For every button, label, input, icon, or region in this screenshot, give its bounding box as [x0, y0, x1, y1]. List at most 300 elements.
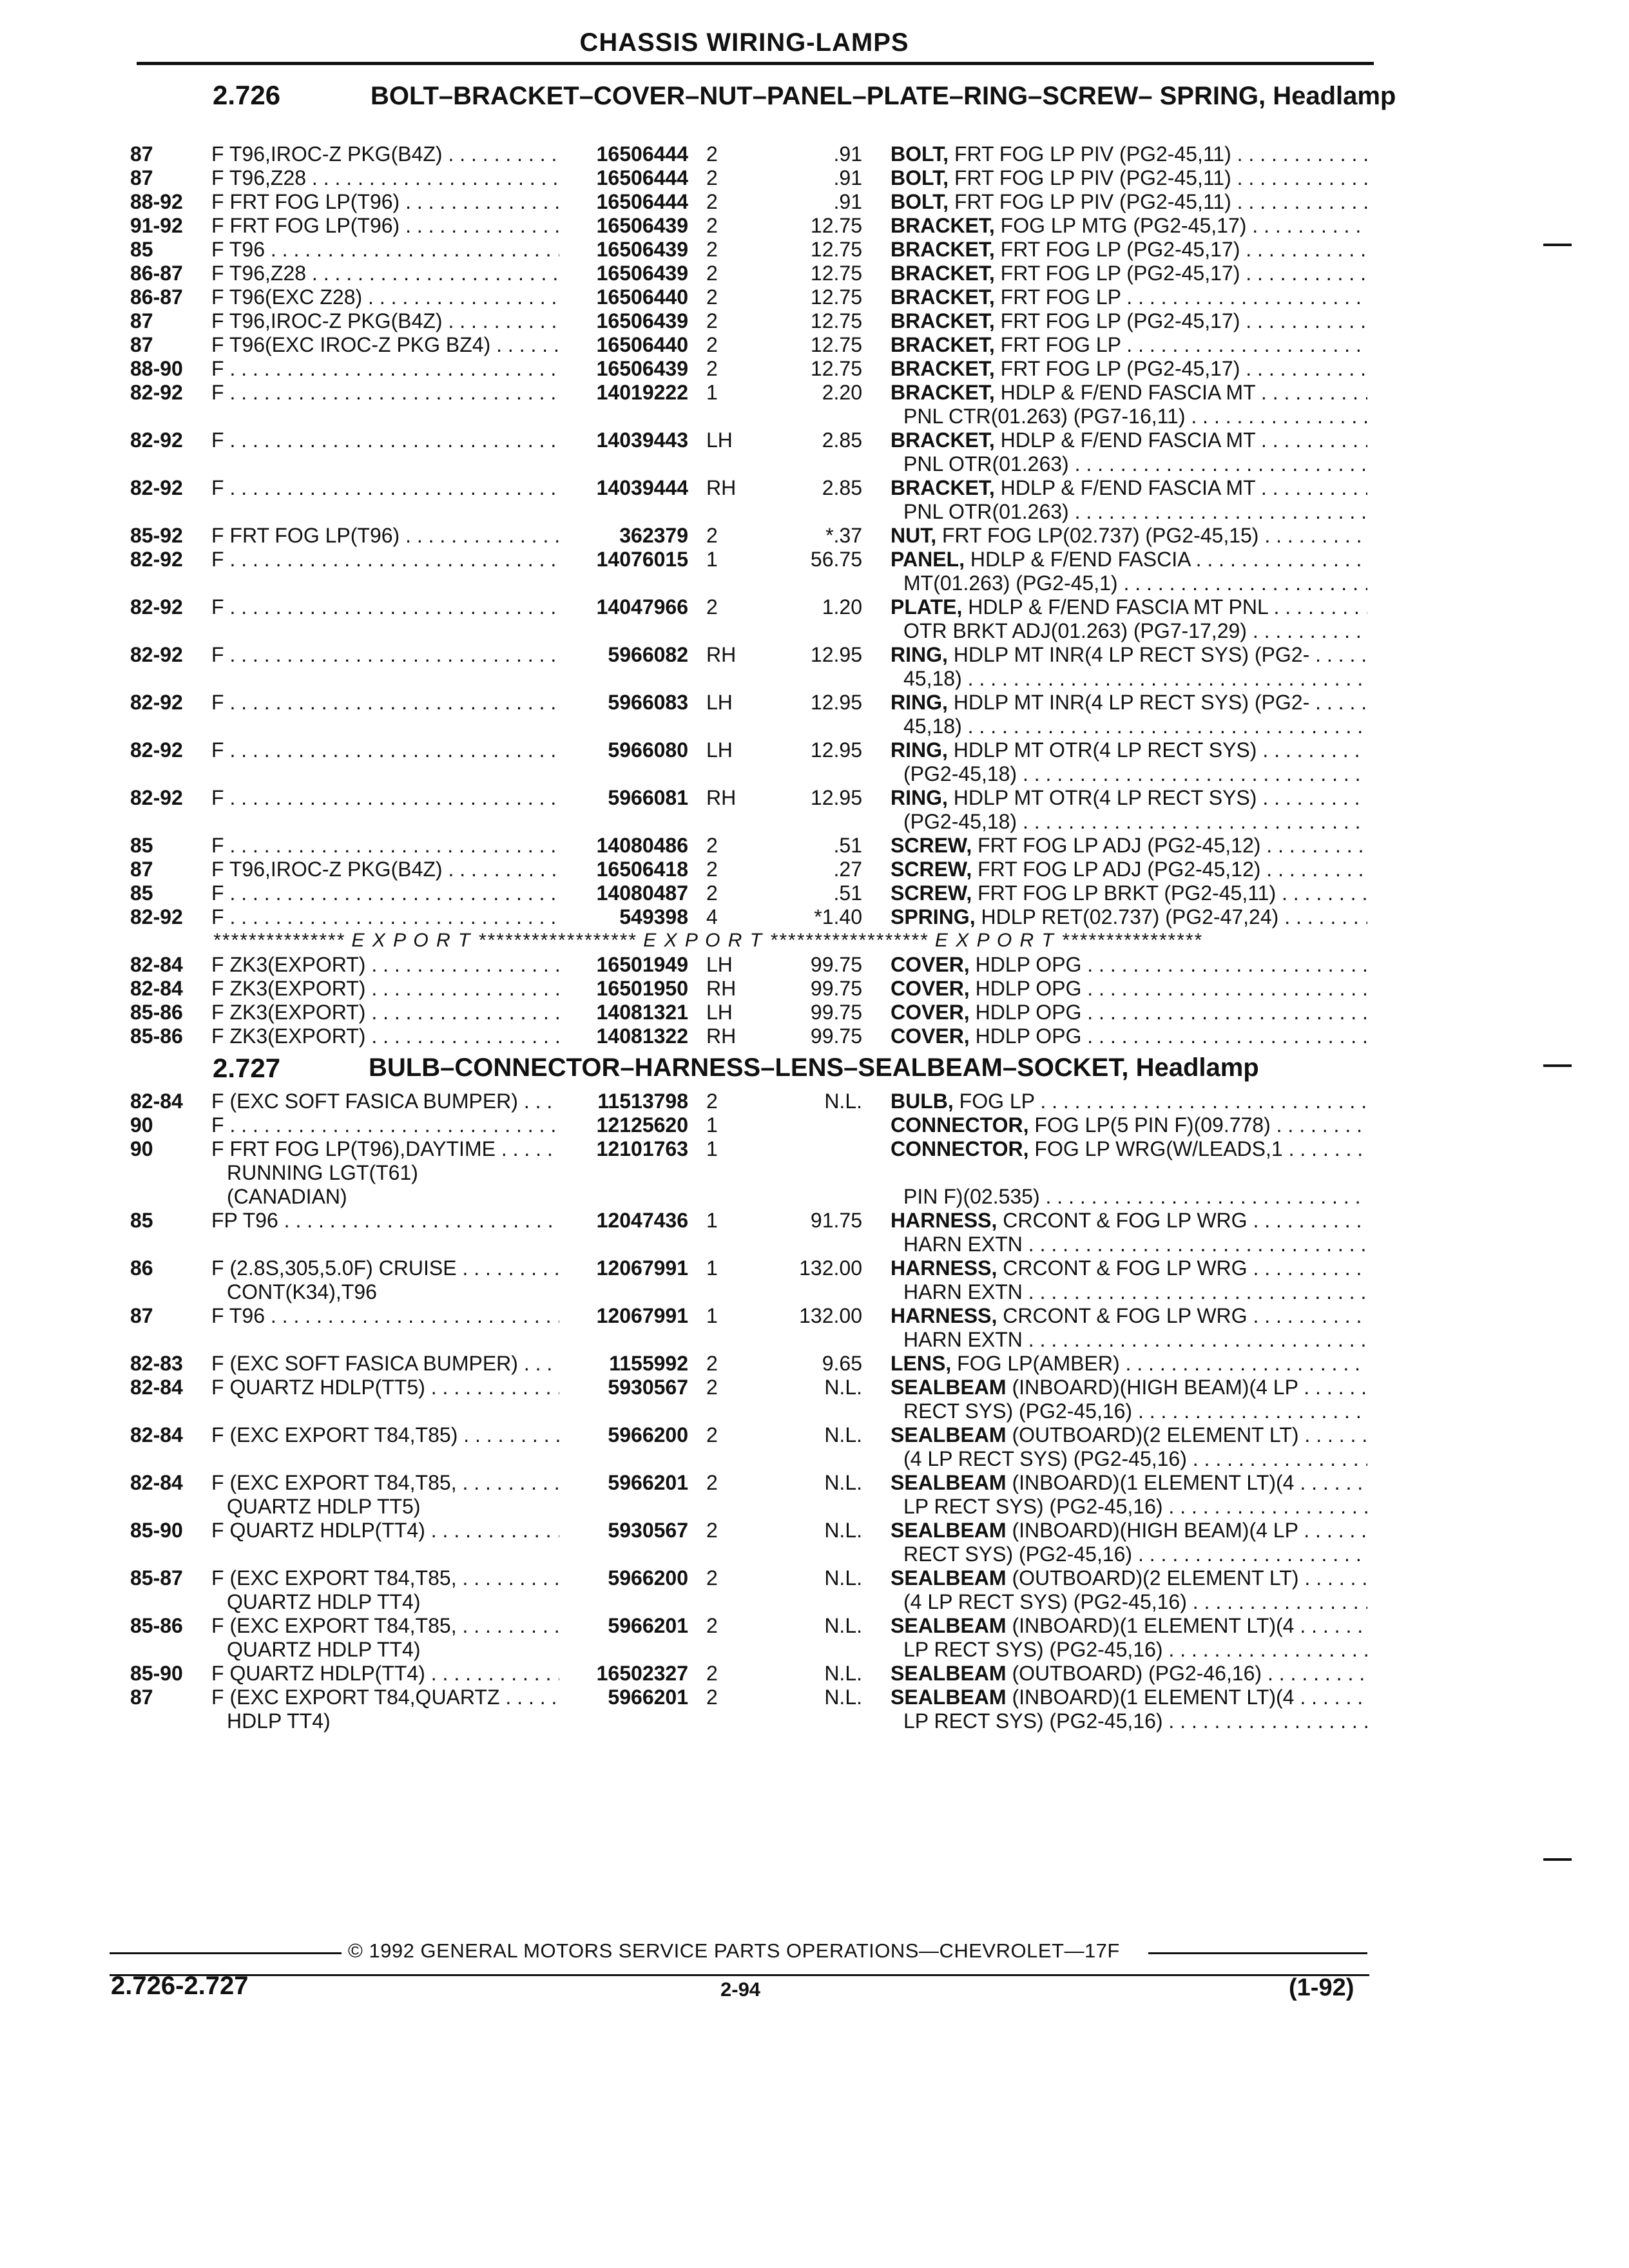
- part-name: [891, 1137, 1367, 1161]
- part-name-continued: [0, 762, 1629, 786]
- part-name-line: 45,18) . . .: [903, 666, 1367, 691]
- price: .91: [833, 190, 862, 213]
- part-name-detail: HDLP MT INR(4 LP RECT SYS) (PG2-: [947, 643, 1310, 666]
- part-name-continued: [0, 1446, 1629, 1471]
- part-name-detail: FRT FOG LP PIV (PG2-45,11): [949, 142, 1231, 166]
- copyright-line: © 1992 GENERAL MOTORS SERVICE PARTS OPERATIONS—CHEVROLET—17F: [348, 1939, 1120, 1962]
- part-name-keyword: BRACKET,: [891, 285, 995, 309]
- part-name-keyword: BRACKET,: [891, 357, 995, 380]
- model-years: 85-86: [130, 1024, 183, 1048]
- part-name: [891, 1518, 1367, 1542]
- catalog-row: [0, 285, 1629, 309]
- part-name-detail: FRT FOG LP BRKT (PG2-45,11): [972, 881, 1277, 905]
- price: 56.75: [810, 548, 862, 571]
- model-years: 82-84: [130, 1376, 183, 1399]
- quantity: 2: [706, 1352, 718, 1375]
- model-years: 82-84: [130, 1423, 183, 1446]
- model-years: 85-86: [130, 1001, 183, 1024]
- part-name-keyword: COVER,: [891, 953, 970, 976]
- part-name-continued: [0, 714, 1629, 738]
- part-name-detail: HDLP OPG: [969, 953, 1082, 976]
- usage-description: F (EXC EXPORT T84,T85) . . .: [211, 1423, 559, 1447]
- part-name-keyword: SEALBEAM: [891, 1376, 1007, 1399]
- quantity: 2: [706, 285, 718, 309]
- usage-description: F (EXC SOFT FASICA BUMPER) . . .: [211, 1351, 559, 1376]
- catalog-row: [0, 1470, 1629, 1495]
- price: N.L.: [824, 1614, 862, 1637]
- quantity: 2: [706, 524, 718, 547]
- part-name-line: PNL OTR(01.263) . . .: [903, 452, 1367, 476]
- part-name-keyword: SEALBEAM: [891, 1566, 1007, 1590]
- catalog-row: [0, 1375, 1629, 1399]
- catalog-row: [0, 309, 1629, 333]
- part-name: [891, 309, 1367, 333]
- model-years: 82-92: [130, 905, 183, 928]
- price: 12.95: [810, 643, 862, 666]
- quantity: 4: [706, 905, 718, 928]
- part-name: [891, 690, 1367, 715]
- catalog-row: [0, 428, 1629, 452]
- part-number: 5966201: [608, 1686, 688, 1709]
- usage-description: F (EXC EXPORT T84,T85, . . .: [211, 1470, 559, 1495]
- model-years: 85-90: [130, 1662, 183, 1685]
- part-name-keyword: BOLT,: [891, 190, 949, 213]
- part-number: 11513798: [597, 1090, 688, 1113]
- part-name: [891, 1685, 1367, 1709]
- part-name-detail: FRT FOG LP: [994, 285, 1121, 309]
- quantity: 2: [706, 858, 718, 881]
- part-name-continued: [0, 1280, 1629, 1304]
- catalog-row: [0, 261, 1629, 285]
- part-number: 12101763: [596, 1137, 688, 1160]
- date-code: (1-92): [1289, 1974, 1354, 2001]
- price: N.L.: [824, 1686, 862, 1709]
- model-years: 82-92: [130, 381, 183, 404]
- catalog-row: [0, 380, 1629, 405]
- model-years: 90: [130, 1137, 153, 1160]
- export-line: *************** E X P O R T ****************** E X P O R T ****************** E X P O R T ****************: [213, 930, 1202, 951]
- usage-description-line: QUARTZ HDLP TT4): [227, 1638, 421, 1661]
- part-name-detail: FRT FOG LP (PG2-45,17): [994, 357, 1240, 380]
- part-name-line: HARN EXTN . . .: [903, 1280, 1367, 1304]
- usage-description: F (EXC EXPORT T84,T85, . . .: [211, 1613, 559, 1638]
- part-number: 16506440: [596, 285, 688, 309]
- part-name-keyword: SEALBEAM: [891, 1423, 1007, 1446]
- part-name-detail: HDLP & F/END FASCIA: [964, 548, 1190, 571]
- model-years: 82-92: [130, 691, 183, 714]
- part-number: 12125620: [596, 1113, 688, 1137]
- part-name-detail: FRT FOG LP ADJ (PG2-45,12): [972, 834, 1261, 857]
- part-number: 16506439: [596, 238, 688, 261]
- part-name-continued: [0, 1399, 1629, 1423]
- part-name-keyword: BRACKET,: [891, 333, 995, 356]
- part-number: 12067991: [596, 1304, 688, 1327]
- price: .51: [833, 834, 862, 857]
- usage-description: F T96(EXC IROC-Z PKG BZ4) . . .: [211, 332, 559, 357]
- section-title: BOLT–BRACKET–COVER–NUT–PANEL–PLATE–RING–SCREW– SPRING, Headlamp: [371, 82, 1396, 110]
- catalog-row: [0, 547, 1629, 572]
- model-years: 87: [130, 142, 153, 166]
- usage-description: F T96,IROC-Z PKG(B4Z) . . .: [211, 857, 559, 881]
- part-name-detail: FOG LP(AMBER): [951, 1352, 1120, 1375]
- model-years: 82-84: [130, 953, 183, 976]
- part-name-detail: FRT FOG LP: [994, 333, 1121, 356]
- part-name: [891, 952, 1367, 977]
- part-name-keyword: SCREW,: [891, 834, 972, 857]
- margin-mark: [1543, 1064, 1572, 1067]
- model-years: 87: [130, 333, 153, 356]
- usage-description: F . . .: [211, 476, 559, 500]
- part-number: 16506439: [596, 214, 688, 237]
- part-name-continued: [0, 1709, 1629, 1733]
- model-years: 86-87: [130, 285, 183, 309]
- model-years: 87: [130, 309, 153, 332]
- part-name: [891, 785, 1367, 810]
- part-name: [891, 833, 1367, 858]
- catalog-row: [0, 356, 1629, 381]
- price: 99.75: [810, 1024, 862, 1048]
- part-name-detail: FRT FOG LP (PG2-45,17): [994, 262, 1240, 285]
- quantity: 2: [706, 214, 718, 237]
- part-name: [891, 476, 1367, 500]
- quantity: 2: [706, 1376, 718, 1399]
- part-number: 14047966: [596, 595, 688, 619]
- usage-description-line: RUNNING LGT(T61): [227, 1161, 418, 1184]
- model-years: 85: [130, 238, 153, 261]
- part-name-detail: FOG LP MTG (PG2-45,17): [994, 214, 1247, 237]
- part-name-detail: FOG LP WRG(W/LEADS,1: [1028, 1137, 1283, 1160]
- price: 91.75: [810, 1209, 862, 1232]
- part-number: 5930567: [608, 1376, 688, 1399]
- part-name-detail: FRT FOG LP(02.737) (PG2-45,15): [936, 524, 1259, 547]
- price: 99.75: [810, 953, 862, 976]
- part-number: 1155992: [609, 1352, 688, 1375]
- usage-description: F (EXC EXPORT T84,QUARTZ . . .: [211, 1685, 559, 1709]
- part-number: 5966201: [608, 1614, 688, 1637]
- price: .91: [833, 166, 862, 189]
- part-name-keyword: RING,: [891, 786, 948, 809]
- catalog-row: [0, 1423, 1629, 1447]
- price: N.L.: [824, 1519, 862, 1542]
- part-name: [891, 1351, 1367, 1376]
- quantity: 1: [706, 1113, 718, 1137]
- part-name-detail: HDLP MT OTR(4 LP RECT SYS): [947, 786, 1257, 809]
- model-years: 85-86: [130, 1614, 183, 1637]
- catalog-row: [0, 237, 1629, 262]
- part-number: 14019222: [596, 381, 688, 404]
- price: 12.95: [810, 738, 862, 762]
- part-number: 16506439: [596, 357, 688, 380]
- part-name-detail: (INBOARD)(1 ELEMENT LT)(4: [1006, 1614, 1295, 1637]
- part-name: [891, 595, 1367, 619]
- usage-description: F . . .: [211, 547, 559, 572]
- part-name: [891, 1113, 1367, 1137]
- page-number: 2-94: [720, 1978, 761, 2001]
- price: 99.75: [810, 977, 862, 1000]
- part-name-detail: FRT FOG LP (PG2-45,17): [994, 309, 1240, 332]
- part-name-line: LP RECT SYS) (PG2-45,16) . . .: [903, 1494, 1367, 1519]
- quantity: 2: [706, 595, 718, 619]
- catalog-row: [0, 881, 1629, 905]
- part-name-continued: [0, 1184, 1629, 1209]
- model-years: 85-92: [130, 524, 183, 547]
- catalog-row: [0, 833, 1629, 858]
- part-number: 14039443: [596, 428, 688, 452]
- part-name-keyword: RING,: [891, 738, 948, 762]
- catalog-row: [0, 1089, 1629, 1113]
- catalog-row: [0, 1113, 1629, 1137]
- part-name-keyword: RING,: [891, 643, 948, 666]
- part-name-keyword: SEALBEAM: [891, 1662, 1007, 1685]
- part-number: 549398: [619, 905, 688, 928]
- catalog-row: [0, 976, 1629, 1001]
- price: N.L.: [824, 1090, 862, 1113]
- price: 12.95: [810, 691, 862, 714]
- part-name-continued: [0, 1542, 1629, 1566]
- part-number: 16502327: [596, 1662, 688, 1685]
- part-name-continued: [0, 1590, 1629, 1614]
- part-name-detail: FRT FOG LP PIV (PG2-45,11): [949, 166, 1231, 189]
- part-name: [891, 1089, 1367, 1113]
- quantity: 2: [706, 142, 718, 166]
- page-title: CHASSIS WIRING-LAMPS: [579, 28, 909, 57]
- quantity: 2: [706, 357, 718, 380]
- catalog-row: [0, 1137, 1629, 1161]
- catalog-row: [0, 1208, 1629, 1233]
- part-name-detail: (INBOARD)(HIGH BEAM)(4 LP: [1006, 1376, 1298, 1399]
- quantity: 1: [706, 1256, 718, 1280]
- part-number: 362379: [619, 524, 688, 547]
- quantity: 2: [706, 1471, 718, 1494]
- price: N.L.: [824, 1471, 862, 1494]
- usage-description: F T96 . . .: [211, 237, 559, 262]
- usage-description: F FRT FOG LP(T96) . . .: [211, 213, 559, 238]
- quantity: 2: [706, 238, 718, 261]
- usage-description: F (EXC EXPORT T84,T85, . . .: [211, 1566, 559, 1590]
- part-name-line: PNL CTR(01.263) (PG7-16,11) . . .: [903, 404, 1367, 428]
- usage-description: F . . .: [211, 690, 559, 715]
- usage-description: F . . .: [211, 428, 559, 452]
- part-name-keyword: BRACKET,: [891, 214, 995, 237]
- part-name-detail: CRCONT & FOG LP WRG: [997, 1304, 1248, 1327]
- model-years: 86-87: [130, 262, 183, 285]
- price: *.37: [825, 524, 862, 547]
- quantity: RH: [706, 476, 737, 499]
- price: N.L.: [824, 1423, 862, 1446]
- price: 12.75: [810, 309, 862, 332]
- quantity: LH: [706, 738, 733, 762]
- catalog-row: [0, 738, 1629, 762]
- catalog-row: [0, 1000, 1629, 1024]
- part-name-keyword: BOLT,: [891, 142, 949, 166]
- usage-description: F FRT FOG LP(T96) . . .: [211, 189, 559, 214]
- price: *1.40: [814, 905, 862, 928]
- part-name-keyword: PANEL,: [891, 548, 965, 571]
- part-number: 16501950: [596, 977, 688, 1000]
- quantity: 2: [706, 1662, 718, 1685]
- usage-description: F (EXC SOFT FASICA BUMPER) . . .: [211, 1089, 559, 1113]
- part-name-line: LP RECT SYS) (PG2-45,16) . . .: [903, 1637, 1367, 1662]
- quantity: 2: [706, 1614, 718, 1637]
- header-rule: [137, 62, 1374, 65]
- part-name: [891, 905, 1367, 929]
- model-years: 82-84: [130, 1471, 183, 1494]
- catalog-row: [0, 785, 1629, 810]
- model-years: 82-84: [130, 977, 183, 1000]
- part-name-detail: HDLP MT INR(4 LP RECT SYS) (PG2-: [947, 691, 1310, 714]
- part-name-keyword: SEALBEAM: [891, 1614, 1007, 1637]
- model-years: 90: [130, 1113, 153, 1137]
- price: 9.65: [822, 1352, 862, 1375]
- quantity: 1: [706, 548, 718, 571]
- part-name-keyword: PLATE,: [891, 595, 963, 619]
- part-name-keyword: LENS,: [891, 1352, 952, 1375]
- footer-rule: [110, 1974, 1369, 1976]
- part-name-line: PIN F)(02.535) . . .: [903, 1184, 1367, 1209]
- part-name-line: LP RECT SYS) (PG2-45,16) . . .: [903, 1709, 1367, 1733]
- part-name: [891, 380, 1367, 405]
- model-years: 82-92: [130, 476, 183, 499]
- price: .27: [833, 858, 862, 881]
- usage-description: F QUARTZ HDLP(TT4) . . .: [211, 1661, 559, 1686]
- part-name-keyword: BOLT,: [891, 166, 949, 189]
- usage-description: F . . .: [211, 356, 559, 381]
- usage-description: F . . .: [211, 380, 559, 405]
- model-years: 82-83: [130, 1352, 183, 1375]
- part-name-line: (PG2-45,18) . . .: [903, 809, 1367, 834]
- model-years: 82-92: [130, 786, 183, 809]
- part-name: [891, 1423, 1367, 1447]
- model-years: 82-92: [130, 738, 183, 762]
- part-number: 14081321: [596, 1001, 688, 1024]
- part-name: [891, 1256, 1367, 1280]
- part-name-keyword: BRACKET,: [891, 309, 995, 332]
- quantity: 2: [706, 1423, 718, 1446]
- part-name-continued: [0, 809, 1629, 834]
- part-name-keyword: COVER,: [891, 977, 970, 1000]
- part-name-detail: CRCONT & FOG LP WRG: [997, 1209, 1248, 1232]
- model-years: 82-92: [130, 548, 183, 571]
- part-name-keyword: SCREW,: [891, 858, 972, 881]
- part-name: [891, 1566, 1367, 1590]
- part-name-detail: HDLP OPG: [969, 1001, 1082, 1024]
- part-name-line: OTR BRKT ADJ(01.263) (PG7-17,29) . . .: [903, 619, 1367, 643]
- part-name: [891, 881, 1367, 905]
- model-years: 82-92: [130, 428, 183, 452]
- catalog-row: [0, 952, 1629, 977]
- part-name: [891, 523, 1367, 548]
- part-name: [891, 237, 1367, 262]
- part-name-line: HARN EXTN . . .: [903, 1327, 1367, 1352]
- part-name-continued: [0, 1637, 1629, 1662]
- usage-description: F ZK3(EXPORT) . . .: [211, 952, 559, 977]
- section-title: BULB–CONNECTOR–HARNESS–LENS–SEALBEAM–SOCKET, Headlamp: [369, 1053, 1259, 1082]
- part-number: 5966082: [608, 643, 688, 666]
- usage-description: F T96,IROC-Z PKG(B4Z) . . .: [211, 309, 559, 333]
- part-name-continued: [0, 666, 1629, 691]
- price: 99.75: [810, 1001, 862, 1024]
- catalog-row: [0, 1566, 1629, 1590]
- usage-description: F T96,IROC-Z PKG(B4Z) . . .: [211, 142, 559, 166]
- part-name-continued: [0, 619, 1629, 643]
- part-name-line: RECT SYS) (PG2-45,16) . . .: [903, 1542, 1367, 1566]
- part-number: 16506439: [596, 309, 688, 332]
- price: 1.20: [822, 595, 862, 619]
- price: 12.75: [810, 238, 862, 261]
- part-name: [891, 142, 1367, 166]
- model-years: 88-92: [130, 190, 183, 213]
- margin-mark: [1543, 244, 1572, 246]
- part-name-keyword: BRACKET,: [891, 381, 995, 404]
- part-name-keyword: HARNESS,: [891, 1209, 998, 1232]
- part-name-keyword: BRACKET,: [891, 262, 995, 285]
- part-name-keyword: BRACKET,: [891, 238, 995, 261]
- section-number: 2.727: [213, 1053, 281, 1083]
- part-number: 16506444: [596, 142, 688, 166]
- part-number: 16506440: [596, 333, 688, 356]
- part-name-line: HARN EXTN . . .: [903, 1232, 1367, 1256]
- part-name: [891, 1303, 1367, 1328]
- usage-description: F T96,Z28 . . .: [211, 166, 559, 190]
- quantity: 1: [706, 381, 718, 404]
- footer-rule: [110, 1952, 342, 1954]
- price: 132.00: [799, 1256, 862, 1280]
- part-name-detail: FRT FOG LP ADJ (PG2-45,12): [972, 858, 1261, 881]
- part-name-keyword: HARNESS,: [891, 1256, 998, 1280]
- part-name-detail: HDLP OPG: [969, 1024, 1082, 1048]
- catalog-row: [0, 1303, 1629, 1328]
- margin-mark: [1543, 1858, 1572, 1861]
- quantity: 2: [706, 262, 718, 285]
- part-name-detail: FRT FOG LP (PG2-45,17): [994, 238, 1240, 261]
- part-number: 5966201: [608, 1471, 688, 1494]
- part-name: [891, 285, 1367, 309]
- usage-description-line: HDLP TT4): [227, 1709, 331, 1733]
- quantity: RH: [706, 977, 737, 1000]
- price: 12.75: [810, 357, 862, 380]
- quantity: RH: [706, 643, 737, 666]
- part-number: 14081322: [596, 1024, 688, 1048]
- part-name: [891, 261, 1367, 285]
- quantity: 2: [706, 309, 718, 332]
- part-name-detail: FRT FOG LP PIV (PG2-45,11): [949, 190, 1231, 213]
- quantity: 1: [706, 1137, 718, 1160]
- model-years: 87: [130, 1686, 153, 1709]
- usage-description: F T96 . . .: [211, 1303, 559, 1328]
- part-name-detail: HDLP RET(02.737) (PG2-47,24): [975, 905, 1279, 928]
- model-years: 85: [130, 881, 153, 905]
- price: 2.85: [822, 428, 862, 452]
- catalog-row: [0, 1661, 1629, 1686]
- price: 2.85: [822, 476, 862, 499]
- part-name-keyword: BRACKET,: [891, 428, 995, 452]
- model-years: 87: [130, 858, 153, 881]
- part-number: 16506444: [596, 190, 688, 213]
- price: .91: [833, 142, 862, 166]
- catalog-row: [0, 1024, 1629, 1048]
- quantity: 1: [706, 1209, 718, 1232]
- usage-description: F (2.8S,305,5.0F) CRUISE . . .: [211, 1256, 559, 1280]
- quantity: LH: [706, 691, 733, 714]
- part-number: 16506439: [596, 262, 688, 285]
- part-name-detail: CRCONT & FOG LP WRG: [997, 1256, 1248, 1280]
- part-number: 5966200: [608, 1423, 688, 1446]
- part-name: [891, 738, 1367, 762]
- part-number: 14080486: [596, 834, 688, 857]
- usage-description-line: QUARTZ HDLP TT4): [227, 1590, 421, 1613]
- quantity: 2: [706, 190, 718, 213]
- usage-description: F . . .: [211, 595, 559, 619]
